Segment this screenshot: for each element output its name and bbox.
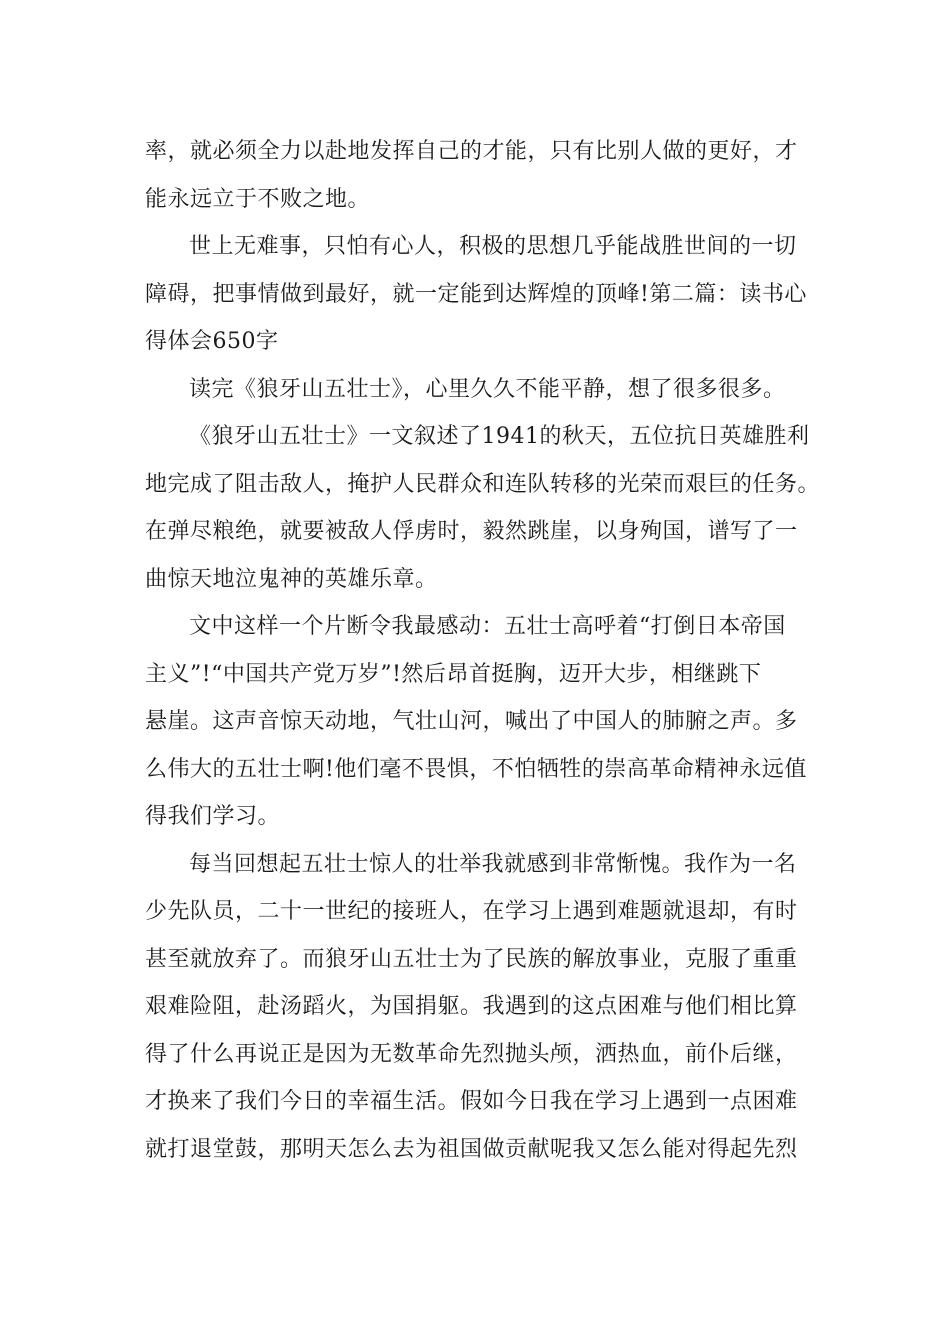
text-line: 每当回想起五壮士惊人的壮举我就感到非常惭愧。我作为一名 <box>189 851 797 877</box>
text-line: 么伟大的五壮士啊!他们毫不畏惧，不怕牺牲的崇高革命精神永远值 <box>145 756 807 782</box>
text-line: 得我们学习。 <box>145 804 281 829</box>
paragraph <box>145 841 815 1174</box>
text-line: 少先队员，二十一世纪的接班人，在学习上遇到难题就退却，有时 <box>145 899 798 924</box>
text-line: 才换来了我们今日的幸福生活。假如今日我在学习上遇到一点困难 <box>145 1089 798 1114</box>
text-line: 《狼牙山五壮士》一文叙述了1941的秋天，五位抗日英雄胜利 <box>189 424 810 449</box>
text-line: 甚至就放弃了。而狼牙山五壮士为了民族的解放事业，克服了重重 <box>145 946 798 972</box>
text-line: 文中这样一个片断令我最感动：五壮士高呼着“打倒日本帝国 <box>189 614 786 639</box>
text-line: 率，就必须全力以赴地发挥自己的才能，只有比别人做的更好，才 <box>145 139 798 164</box>
paragraph <box>145 128 815 223</box>
text-line: 障碍，把事情做到最好，就一定能到达辉煌的顶峰!第二篇：读书心 <box>145 281 807 307</box>
document-body <box>145 128 821 1173</box>
paragraph <box>145 223 815 366</box>
text-line: 艰难险阻，赴汤蹈火，为国捐躯。我遇到的这点困难与他们相比算 <box>145 994 798 1019</box>
text-line: 能永远立于不败之地。 <box>145 186 371 212</box>
text-line: 就打退堂鼓，那明天怎么去为祖国做贡献呢我又怎么能对得起先烈 <box>145 1136 798 1162</box>
paragraph <box>145 366 815 414</box>
text-line: 得体会650字 <box>145 329 279 354</box>
text-line: 主义”!“中国共产党万岁”!然后昂首挺胸，迈开大步，相继跳下 <box>145 661 762 687</box>
text-line: 地完成了阻击敌人，掩护人民群众和连队转移的光荣而艰巨的任务。 <box>145 471 821 497</box>
text-line: 得了什么再说正是因为无数革命先烈抛头颅，洒热血，前仆后继， <box>145 1041 798 1067</box>
text-line: 曲惊天地泣鬼神的英雄乐章。 <box>145 566 438 592</box>
text-line: 世上无难事，只怕有心人，积极的思想几乎能战胜世间的一切 <box>189 234 797 259</box>
text-line: 悬崖。这声音惊天动地，气壮山河，喊出了中国人的肺腑之声。多 <box>145 709 798 734</box>
paragraph <box>145 413 821 603</box>
paragraph <box>145 603 815 841</box>
text-line: 在弹尽粮绝，就要被敌人俘虏时，毅然跳崖，以身殉国，谱写了一 <box>145 519 798 544</box>
text-line: 读完《狼牙山五壮士》，心里久久不能平静，想了很多很多。 <box>189 376 786 402</box>
